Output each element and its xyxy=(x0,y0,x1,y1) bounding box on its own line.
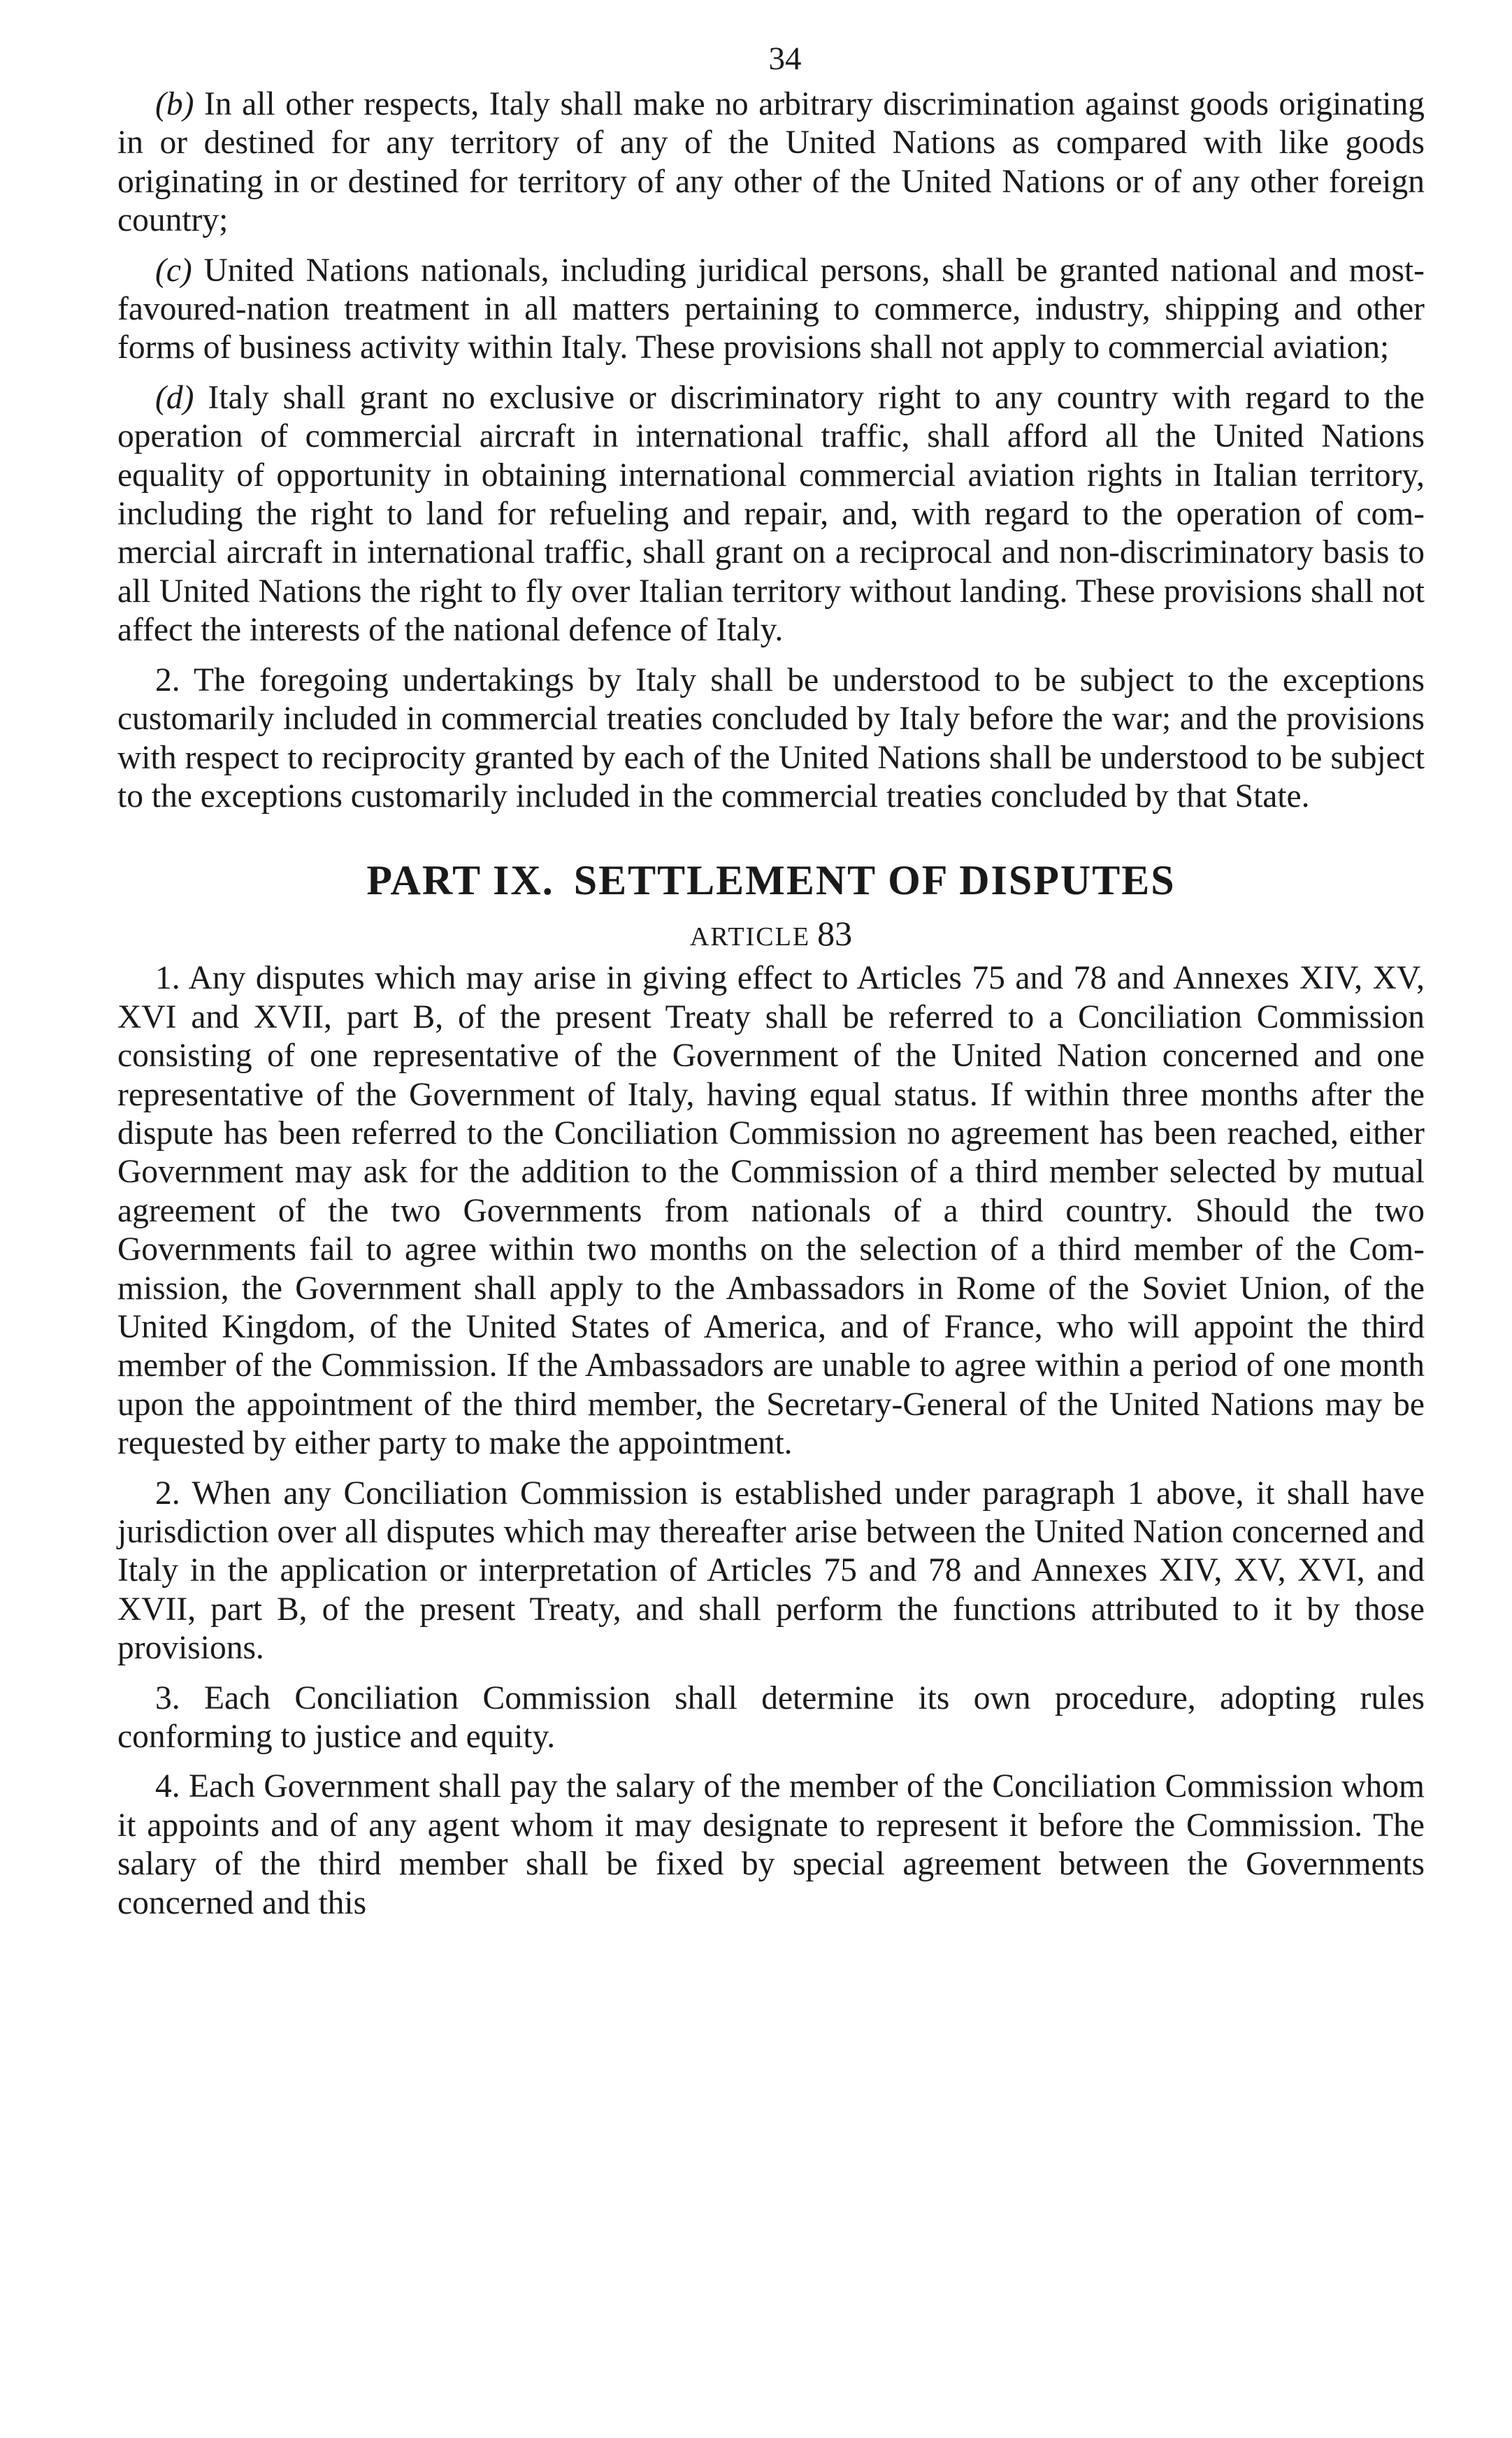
paragraph-label: (c) xyxy=(155,252,192,289)
paragraph-text: In all other respects, Italy shall make no arbitrary discrimination against goods originating in or destined for any territory of any of the United Nations as compared with like goods originating in or destined for territory of any other of the United Nations or of any other foreign country; xyxy=(117,86,1425,239)
part-heading xyxy=(117,852,1425,908)
part-number: PART IX. xyxy=(366,857,554,904)
paragraph-text: Italy shall grant no exclusive or discriminatory right to any country with regard to the operation of commercial aircraft in international traffic, shall afford all the United Nations equality of opportunity in obtaining international commercial aviation rights in Italian territory, including the right to land for refueling and repair, and, with regard to the operation of commercial aircraft in international traffic, shall grant on a reciprocal and non-discriminatory basis to all United Nations the right to fly over Italian territory without landing. These provisions shall not affect the interests of the national defence of Italy. xyxy=(117,379,1425,649)
document-page xyxy=(117,35,1425,1934)
paragraph-text: 3. Each Conciliation Commission shall determine its own procedure, adopting rules conforming to justice and equity. xyxy=(117,1679,1425,1756)
paragraph-label: (d) xyxy=(155,379,194,416)
paragraph-b xyxy=(117,85,1425,241)
article-word: ARTICLE xyxy=(689,922,811,952)
paragraph-text: 4. Each Government shall pay the salary of the member of the Conciliation Commission whom it appoints and of any agent whom it may designate to represent it before the Commission. The salary of the third member shall be fixed by special agreement between the Governments concerned and this xyxy=(117,1768,1425,1921)
article-paragraph-4 xyxy=(117,1767,1425,1923)
paragraph-text: 2. When any Conciliation Commission is established under paragraph 1 above, it shall have jurisdiction over all disputes which may thereafter arise between the United Nation concerned and Italy in the application or interpretation of Articles 75 and 78 and Annexes XIV, XV, XVI, and XVII, part B, of the present Treaty, and shall perform the functions attributed to it by those provisions. xyxy=(117,1475,1425,1667)
paragraph-text: 1. Any disputes which may arise in giving effect to Articles 75 and 78 and Annexes XIV, XV, XVI and XVII, part B, of the present Treaty shall be referred to a Conciliation Commission consisting of one representative of the Government of the United Nation concerned and one representative of the Government of Italy, having equal status. If within three months after the dispute has been referred to the Conciliation Commission no agreement has been reached, either Government may ask for the addition to the Commission of a third member selected by mutual agreement of the two Governments from nationals of a third country. Should the two Governments fail to agree within two months on the selection of a third member of the Commission, the Government shall apply to the Ambassadors in Rome of the Soviet Union, of the United Kingdom, of the United States of America, and of France, who will appoint the third member of the Commission. If the Ambassadors are unable to agree within a period of one month upon the appointment of the third member, the Secretary-General of the United Nations may be requested by either party to make the appointment. xyxy=(117,960,1425,1462)
article-number: 83 xyxy=(817,914,853,954)
part-title: SETTLEMENT OF DISPUTES xyxy=(573,857,1176,904)
paragraph-label: (b) xyxy=(155,86,194,122)
paragraph-2-undertakings xyxy=(117,661,1425,817)
article-paragraph-2 xyxy=(117,1475,1425,1668)
article-paragraph-3 xyxy=(117,1679,1425,1757)
page-number: 34 xyxy=(768,41,802,77)
paragraph-c xyxy=(117,252,1425,368)
paragraph-text: 2. The foregoing undertakings by Italy shall be understood to be subject to the exceptions customarily included in commercial treaties concluded by Italy before the war; and the provisions with respect to reciprocity granted by each of the United Nations shall be understood to be subject to the exceptions customarily included in the commercial treaties concluded by that State. xyxy=(117,661,1425,815)
paragraph-text: United Nations nationals, including juridical persons, shall be granted national and most-favoured-nation treatment in all matters pertaining to commerce, industry, shipping and other forms of business activity within Italy. These provisions shall not apply to commercial aviation; xyxy=(117,252,1425,366)
paragraph-d xyxy=(117,379,1425,650)
article-paragraph-1 xyxy=(117,959,1425,1463)
article-heading xyxy=(117,912,1425,958)
